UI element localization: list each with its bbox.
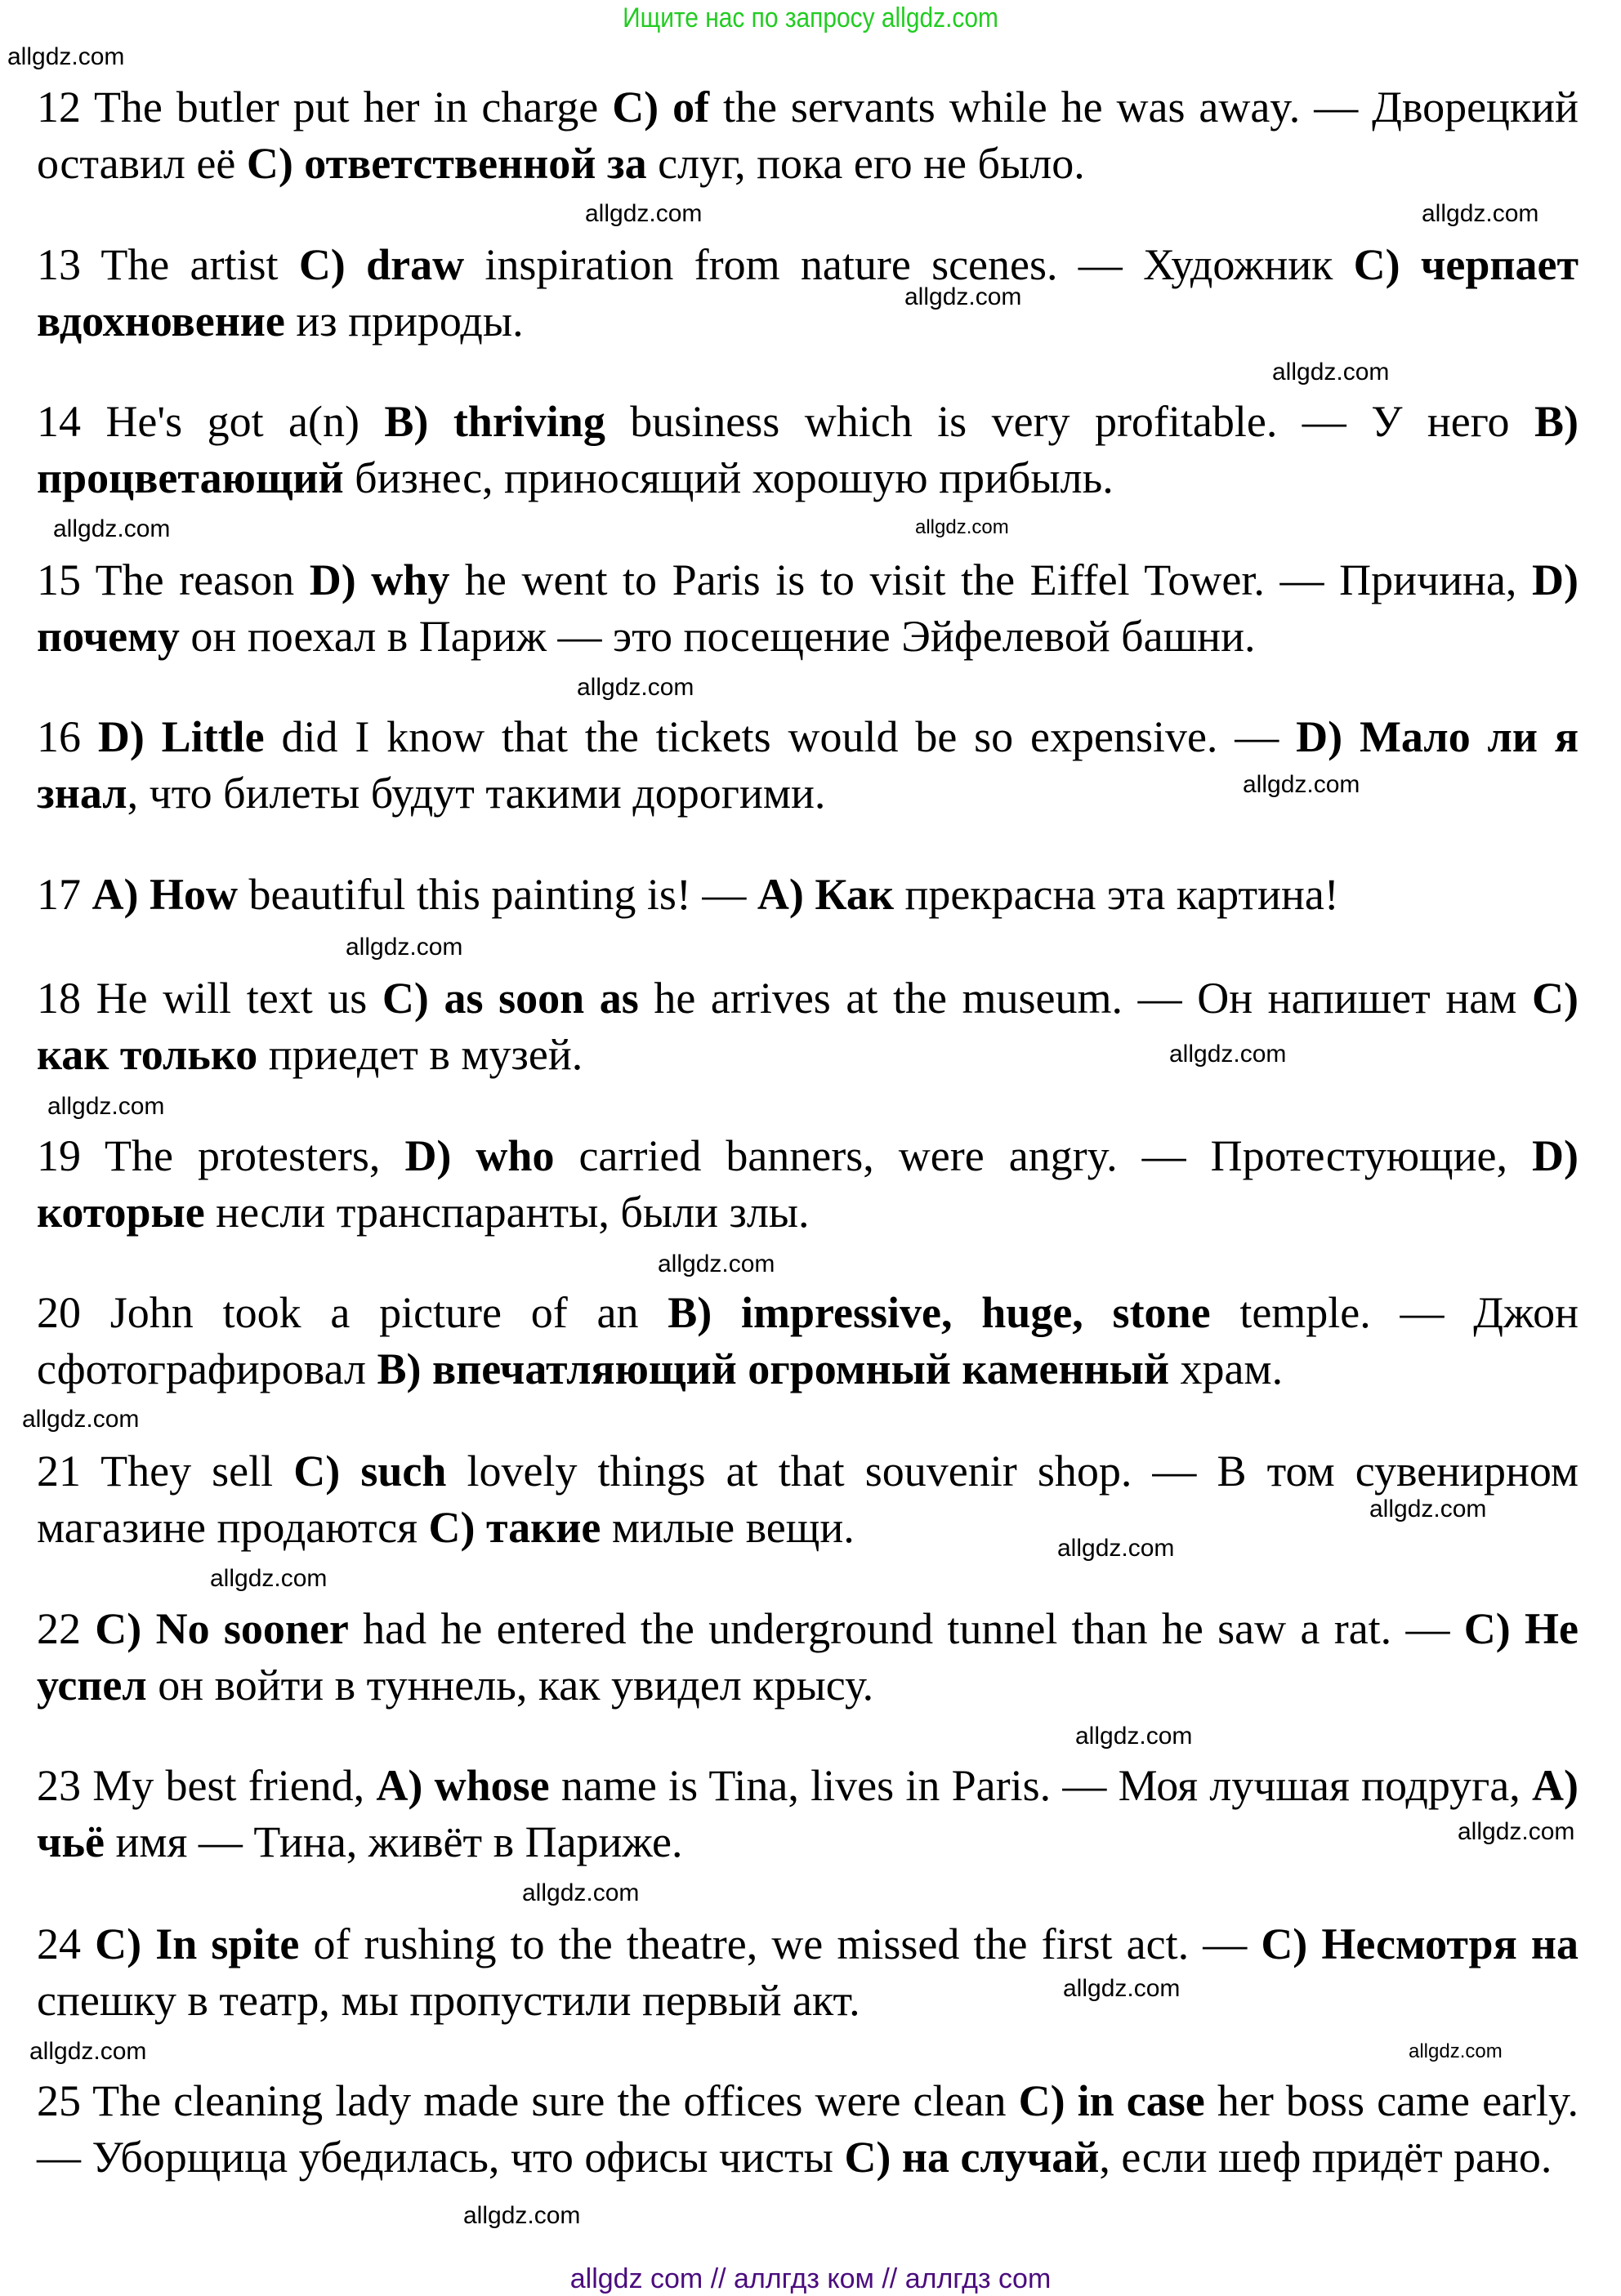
watermark: allgdz.com xyxy=(22,1406,140,1433)
answer-item xyxy=(37,2073,1579,2186)
sentence-text: he went to Paris is to visit the Eiffel Tower. — Причина, xyxy=(449,555,1533,604)
answer-highlight: C) No sooner xyxy=(95,1604,349,1653)
sentence-text: он войти в туннель, как увидел крысу. xyxy=(146,1661,874,1710)
sentence-text: did I know that the tickets would be so expensive. — xyxy=(264,712,1297,761)
sentence-text: милые вещи. xyxy=(601,1503,855,1552)
sentence-text: храм. xyxy=(1168,1344,1284,1393)
watermark: allgdz.com xyxy=(1409,2040,1503,2062)
sentence-text: имя — Тина, живёт в Париже. xyxy=(104,1817,683,1866)
watermark: allgdz.com xyxy=(346,934,463,961)
answer-item xyxy=(37,970,1579,1083)
answer-highlight: B) процветающий xyxy=(37,397,1579,502)
watermark: allgdz.com xyxy=(1057,1535,1175,1562)
sentence-text: спешку в театр, мы пропустили первый акт. xyxy=(37,1976,860,2025)
item-number: 21 xyxy=(37,1447,81,1496)
answer-highlight: C) Не успел xyxy=(37,1604,1579,1710)
sentence-text: He will text us xyxy=(96,974,382,1023)
item-number: 24 xyxy=(37,1919,81,1968)
sentence-text: the servants while he was away. — Дворецкий оставил её xyxy=(37,82,1579,188)
answer-highlight: C) черпает вдохновение xyxy=(37,240,1579,346)
watermark: allgdz.com xyxy=(915,516,1009,538)
answer-highlight: D) Мало ли я знал xyxy=(37,712,1579,818)
sentence-text: прекрасна эта картина! xyxy=(893,870,1339,919)
answer-highlight: C) ответственной за xyxy=(246,139,647,188)
answer-highlight: C) such xyxy=(293,1447,447,1496)
watermark: allgdz.com xyxy=(1243,771,1360,798)
sentence-text: , что билеты будут такими дорогими. xyxy=(127,769,826,818)
sentence-text: The protesters, xyxy=(105,1131,405,1180)
answer-item xyxy=(37,79,1579,192)
sentence-text: The cleaning lady made sure the offices were clean xyxy=(92,2076,1019,2125)
sentence-text: слуг, пока его не было. xyxy=(646,139,1085,188)
answer-highlight: C) как только xyxy=(37,974,1579,1079)
watermark: allgdz.com xyxy=(210,1565,328,1592)
answer-highlight: D) которые xyxy=(37,1131,1579,1237)
answer-item xyxy=(37,237,1579,350)
answer-highlight: C) as soon as xyxy=(382,974,639,1023)
item-number: 14 xyxy=(37,397,81,446)
item-number: 13 xyxy=(37,240,81,289)
watermark: allgdz.com xyxy=(1075,1723,1193,1750)
sentence-text: The butler put her in charge xyxy=(93,82,613,132)
watermark: allgdz.com xyxy=(658,1251,775,1277)
search-banner: Ищите нас по запросу allgdz.com xyxy=(623,2,998,33)
answer-highlight: A) How xyxy=(92,870,238,919)
item-number: 16 xyxy=(37,712,81,761)
answer-item xyxy=(37,709,1579,822)
sentence-text: temple. — Джон сфотографировал xyxy=(37,1288,1579,1393)
sentence-text: из природы. xyxy=(284,296,524,346)
footer-banner: allgdz com // аллгдз ком // аллгдз com xyxy=(569,2263,1052,2294)
item-number: 20 xyxy=(37,1288,81,1337)
answer-item xyxy=(37,1758,1579,1870)
answer-highlight: C) draw xyxy=(298,240,465,289)
watermark: allgdz.com xyxy=(1458,1818,1575,1845)
answer-highlight: D) почему xyxy=(37,555,1579,661)
answer-item xyxy=(37,1128,1579,1241)
watermark: allgdz.com xyxy=(1422,200,1539,227)
sentence-text: inspiration from nature scenes. — Художник xyxy=(464,240,1354,289)
answer-highlight: C) Несмотря на xyxy=(1261,1919,1579,1968)
sentence-text: carried banners, were angry. — Протестующие, xyxy=(554,1131,1532,1180)
answer-highlight: C) такие xyxy=(428,1503,601,1552)
watermark: allgdz.com xyxy=(1169,1041,1287,1068)
sentence-text: had he entered the underground tunnel than he saw a rat. — xyxy=(348,1604,1464,1653)
watermark: allgdz.com xyxy=(463,2202,581,2229)
sentence-text: beautiful this painting is! — xyxy=(237,870,757,919)
item-number: 12 xyxy=(37,82,81,132)
answer-highlight: C) In spite xyxy=(95,1919,300,1968)
answer-highlight: D) why xyxy=(309,555,450,604)
answer-highlight: B) impressive, huge, stone xyxy=(668,1288,1211,1337)
answer-highlight: B) thriving xyxy=(384,397,605,446)
sentence-text: The reason xyxy=(95,555,310,604)
answer-highlight: D) Little xyxy=(97,712,265,761)
sentence-text: он поехал в Париж — это посещение Эйфелевой башни. xyxy=(179,612,1256,661)
answer-highlight: D) who xyxy=(404,1131,555,1180)
sentence-text: My best friend, xyxy=(92,1761,377,1810)
sentence-text: business which is very profitable. — У него xyxy=(605,397,1534,446)
answer-item xyxy=(37,1916,1579,2029)
answer-item xyxy=(37,867,1579,923)
answer-highlight: A) whose xyxy=(376,1761,550,1810)
item-number: 19 xyxy=(37,1131,81,1180)
sentence-text: her boss came early. — Уборщица убедилась, что офисы чисты xyxy=(37,2076,1579,2182)
watermark: allgdz.com xyxy=(904,283,1022,310)
sentence-text: of rushing to the theatre, we missed the first act. — xyxy=(299,1919,1262,1968)
answer-highlight: C) на случай xyxy=(844,2133,1100,2182)
answer-item xyxy=(37,1443,1579,1556)
answer-highlight: C) in case xyxy=(1018,2076,1205,2125)
watermark: allgdz.com xyxy=(522,1879,640,1906)
answer-highlight: A) Как xyxy=(757,870,894,919)
sentence-text: lovely things at that souvenir shop. — В том сувенирном магазине продаются xyxy=(37,1447,1579,1552)
answer-item xyxy=(37,552,1579,665)
watermark: allgdz.com xyxy=(1272,359,1390,386)
watermark: allgdz.com xyxy=(577,674,694,701)
answer-highlight: C) of xyxy=(612,82,710,132)
watermark: allgdz.com xyxy=(53,515,171,542)
sentence-text: name is Tina, lives in Paris. — Моя лучшая подруга, xyxy=(549,1761,1533,1810)
sentence-text: The artist xyxy=(100,240,299,289)
item-number: 22 xyxy=(37,1604,81,1653)
sentence-text: John took a picture of an xyxy=(109,1288,668,1337)
item-number: 18 xyxy=(37,974,81,1023)
sentence-text: несли транспаранты, были злы. xyxy=(204,1188,810,1237)
item-number: 23 xyxy=(37,1761,81,1810)
sentence-text: They sell xyxy=(100,1447,294,1496)
answer-highlight: A) чьё xyxy=(37,1761,1579,1866)
watermark: allgdz.com xyxy=(7,43,125,70)
item-number: 17 xyxy=(37,870,81,919)
watermark: allgdz.com xyxy=(47,1093,165,1120)
answer-item xyxy=(37,394,1579,506)
answer-highlight: B) впечатляющий огромный каменный xyxy=(377,1344,1169,1393)
sentence-text: he arrives at the museum. — Он напишет нам xyxy=(638,974,1533,1023)
watermark: allgdz.com xyxy=(585,200,703,227)
item-number: 25 xyxy=(37,2076,81,2125)
watermark: allgdz.com xyxy=(1063,1975,1181,2002)
item-number: 15 xyxy=(37,555,81,604)
sentence-text: , если шеф придёт рано. xyxy=(1099,2133,1552,2182)
watermark: allgdz.com xyxy=(29,2038,147,2065)
answer-item xyxy=(37,1601,1579,1714)
sentence-text: He's got a(n) xyxy=(105,397,385,446)
sentence-text: приедет в музей. xyxy=(257,1030,583,1079)
watermark: allgdz.com xyxy=(1369,1496,1487,1522)
answer-item xyxy=(37,1285,1579,1398)
sentence-text: бизнес, приносящий хорошую прибыль. xyxy=(343,453,1114,502)
